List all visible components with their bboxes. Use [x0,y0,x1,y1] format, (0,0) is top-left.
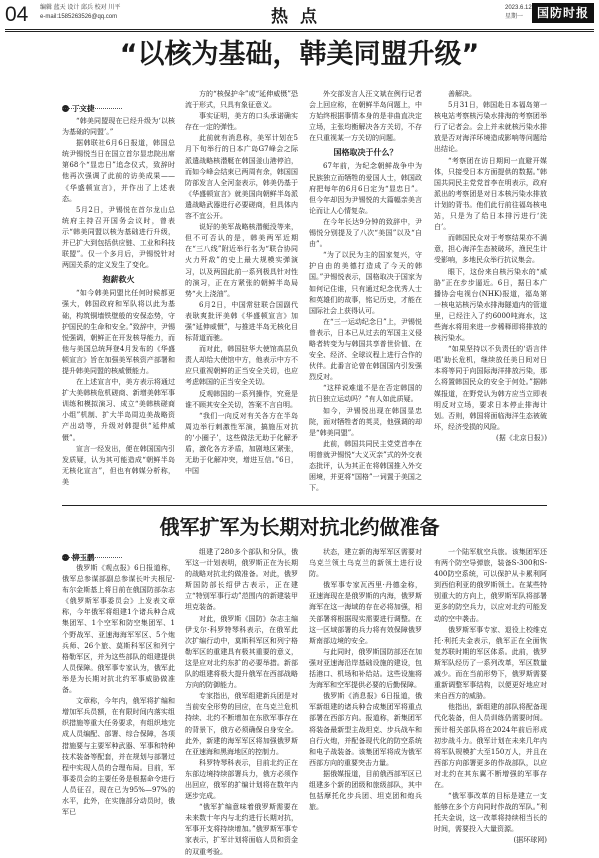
paragraph: 事实证明，美方的口头承诺确实存在一定的弹性。 [185,112,298,132]
paragraph: “韩美同盟现在已经升级为‘以核为基础的同盟’。” [62,117,175,137]
paragraph: 文章称，今年内，俄军将扩编和增加军兵员额，在有限时间内落实组织措施等重大任务要求，有组织地完成人员编配、部署、综合保障，各项措施要与主要军种武器、军事和特种技术装备等配套，并在规划与部署过程中实现人员的合理布局。目前，军事委员会的主要任务是根据命令进行人员征召，现在已为95%—97%的水平，此外，在实施部分动员时，俄军已 [62,697,175,817]
paragraph: 对此，俄罗斯《国防》杂志主编伊戈尔·科罗特琴科表示，在俄军此次扩编行动中，莫斯科军区和列宁格勒军区的重建具有极其重要的意义，这是应对北约东扩的必要举措。新部队的组建将极大提升俄军在西部战略方向的防御能力。 [185,614,298,690]
paragraph: 在今年长达9分钟的致辞中，尹锡悦分别提及了八次“美国”以及“自由”。 [309,217,422,249]
paragraph: 而韩国民众对于考察结果亦不满意，担心海洋生态被破坏，渔民生计受影响，多地民众举行抗议集会。 [434,234,547,265]
paragraph: “如今韩美同盟比任何时候都更强大，韩国政府和军队将以此为基础，构筑铜墙铁壁般的安保态势，守护国民的生命和安全。”致辞中，尹锡悦强调，朝鲜正在开发核导能力，而他与美国总统拜登4月发布的《华盛顿宣言》旨在加强美军核资产部署和提升韩美同盟的核威慑能力。 [62,289,175,375]
paragraph: 而对此，韩国驻华大使馆高层负责人却给大使馆中方，他表示中方不应只重视朝鲜的正当安全关切，也应考虑韩国的正当安全关切。 [185,345,298,387]
paragraph: 据俄媒报道，目前俄西部军区已组建多个新的团级和旅级部队，其中包括摩托化步兵团、坦克团和炮兵旅。 [309,769,422,812]
paragraph: 外交部发言人汪文斌在例行记者会上回应称，在朝鲜半岛问题上，中方始终根据事情本身的是非曲直决定立场，主张均衡解决各方关切，不存在只重视某一方关切的问题。 [309,90,422,143]
paragraph: 6月2日，中国常驻联合国副代表耿爽批评美韩《华盛顿宣言》加强“延伸威慑”，与推进半岛无核化目标背道而驰。 [185,300,298,343]
date-text: 2023.6.12 [505,5,532,11]
page-header [0,0,599,32]
author-name: 柳玉鹏 [72,553,95,562]
credits-line: 编辑 蓝天 设计 邱兵 校对 川平 [40,5,121,11]
paragraph: “俄军扩编意味着俄罗斯需要在未来数十年内与北约进行长期对抗，军事开支将持续增加。”俄罗斯军事专家表示，扩军计划将面临人员和资金的双重考验。 [185,803,298,856]
paragraph: “这样说难道不是在否定韩国的抗日独立运动吗？”有人如此质疑。 [309,384,422,404]
issue-date [505,4,532,22]
source-signature: (据《北京日报》) [496,433,547,442]
subheading: 国格取决于什么？ [333,148,398,158]
paragraph: 此前就有消息称，美军计划在5月下旬举行的日本广岛G7峰会之际派遣战略核潜艇在韩国釜山港停泊，而如今峰会结束已两周有余，韩国国防部发言人全河奎表示，韩美仍基于《华盛顿宣言》就美国向朝鲜半岛派遣战略武器进行必要磋商，但具体内容不宜公开。 [185,134,298,221]
byline-rule [62,108,122,109]
paragraph: “考察团在访日期间一直避开媒体，只接受日本方面提供的数据。”韩国共同民主党党首李在明表示，政府派出的考察团是对日本核污染水排放计划的背书。他们此行前往福岛核电站，只是为了给日本排污进行‘洗白’。 [434,156,547,232]
article-2-column-2 [185,547,298,856]
weekday-text: 星期一 [505,14,524,20]
article-2-column-1 [62,563,175,831]
paragraph: 此前，韩国共同民主党党首李在明曾就尹锡悦“大义灭亲”式的外交表态批评，认为其正在将韩国推入外交困境，并更将“国格”一词置于美国之下。 [309,439,422,493]
article-1-column-1 [62,116,175,500]
article-1-column-2 [185,89,298,500]
paragraph: 如今，尹锡悦出现在韩国显忠院，面对牺牲者的英灵，他强调的却是“韩美同盟”。 [309,406,422,437]
paragraph: 在上述宣言中，美方表示将通过扩大美韩核危机磋商、新增美韩军事训练和模拟演习、成立“美韩核磋商小组”机制、扩大半岛周边美战略资产出动等，升级对韩提供“延伸威慑”。 [62,378,175,442]
paragraph: 宣言一经发出，便在韩国国内引发质疑，认为其可能造成“朝鲜半岛无核化宣言”，但也有韩媒分析称，美 [62,444,175,486]
article-divider [62,505,547,506]
paragraph: 俄罗斯军事专家、退役上校维克托·利托夫金表示，俄军正在全面恢复苏联时期的军区体系。此前，俄罗斯军队经历了一系列改革，军区数量减少。而在当前形势下，俄罗斯需要重新调整军事结构，以便更好地应对来自西方的威胁。 [434,625,547,701]
author-name: 丁文捷 [72,104,95,113]
paragraph: 反观韩国的一系列操作，究竟是谁不顾其安全关切，答案不言自明。 [185,389,298,409]
article-1-column-4 [434,89,547,500]
paragraph: 5月2日，尹锡悦在首尔龙山总统府主持召开国务会议时，曾表示“韩美同盟以核为基础进行升级，并已扩大到包括供应链、工业和科技联盟”。仅一个多月后，尹锡悦针对两国关系的定义发生了变化。 [62,205,175,270]
page-number: 04 [5,3,29,26]
article-1-column-3 [309,89,422,500]
paragraph: 善解决。 [448,90,476,98]
paragraph: 与此同时，俄罗斯国防部还在加强对亚速海沿岸基础设施的建设，包括港口、机场和补给站。这些设施将为海军和空军提供必要的后勤保障。 [309,647,422,690]
paragraph: 他指出，新组建的部队将配备现代化装备，但人员训练仍需要时间。预计相关部队将在2024年前后形成初步战斗力。俄军计划在未来几年内将军队规模扩大至150万人，并且在西部方向部署更多的作战部队，以应对北约在其东翼不断增强的军事存在。 [434,703,547,789]
paragraph: 5月31日，韩国赴日本福岛第一核电站考察核污染水排海的考察团举行了记者会。会上并未就核污染水排放是否对海洋环境造成影响等问题给出结论。 [434,101,547,154]
article-2-headline: 俄军扩军为长期对抗北约做准备 [159,515,440,539]
paragraph: “我们一向反对有关各方在半岛周边举行刺激性军演，搞施压对抗的‘小圈子’，这些做法无助于化解矛盾，激化各方矛盾，加剧地区紧张，无助于化解冲突，增进互信。”6日，中国 [185,411,298,476]
paragraph: 67年前，为纪念朝鲜战争中为民族独立而牺牲的爱国人士，韩国政府把每年的6月6日定为“显忠日”。但今年却因为尹锡悦的大篇幅亲美言论而让人心情复杂。 [309,162,422,215]
paragraph: 俄军事专家瓦西里·丹德金称，亚速海现在是俄罗斯的内海，俄罗斯海军在这一海域的存在必将加强，相关部署将根据现实需要进行调整。在这一区域部署的兵力将有效保障俄罗斯南部边境的安全。 [309,581,422,645]
paragraph: 据韩联社6月6日报道，韩国总统尹锡悦当日在国立首尔显忠院出席第68个“显忠日”追念仪式，致辞时他再次强调了此前的访美成果——《华盛顿宣言》，并作出了上述表态。 [62,139,175,203]
header-rule-thin [5,31,594,32]
paragraph: 专家指出，俄军组建新兵团是对当前安全形势的回应，在乌克兰危机持续、北约不断增加在东欧军事存在的背景下，俄方必须确保自身安全。此外，新建的海军军区将加强俄罗斯在亚速海和黑海地区的控制力。 [185,692,298,756]
email-line: e-mail:1585263526@qq.com [40,14,118,20]
header-rule [5,29,594,30]
paragraph: 俄罗斯《观点报》6日报道称，俄军总参谋部副总参谋长叶夫根尼·布尔金斯基上将日前在俄国防部杂志《俄罗斯军事委员会》上发表文章称，今年俄军将组建1个诸兵种合成集团军、1个空军和防空集团军、1个野战军、亚速海海军军区、5个炮兵师、26个旅、莫斯科军区和列宁格勒军区，并为这些部队的组建提供人员保障。俄军事专家认为，俄军此举是为长期对抗北约军事威胁做准备。 [62,564,175,695]
paragraph: 眼下，这份来自核污染水的“威胁”正在步步逼近。6日，据日本广播协会电视台(NHK)报道，福岛第一核电站核污染水排海隧道内的管道里，已经注入了约6000吨海水，这些海水将用来进一步稀释即将排放的核污染水。 [434,267,547,343]
editor-credits [40,4,120,22]
byline-rule [62,557,122,558]
newspaper-logo: 国防时报 [532,3,594,23]
article-1-headline: “以核为基础，韩美同盟升级” [119,39,480,70]
paragraph: 组建了280多个部队和分队，俄军这一计划表明，俄罗斯正在为长期的战略对抗北约做准备。对此，俄罗斯国防部长绍伊古表示，正在建立“特别军事行动”范围内的新建装甲坦克装备。 [185,548,298,612]
paragraph: 在“三一运动纪念日”上，尹锡悦曾表示，日本已从过去的军国主义侵略者转变为与韩国共享普世价值、在安全、经济、全球议程上进行合作的伙伴。此番言论曾在韩国国内引发强烈反对。 [309,317,422,382]
subheading: 抱薪救火 [102,275,135,285]
paragraph: “为了以民为主的国家复兴，守护自由的美德打造成了今天的韩国。”尹锡悦表示，国格取决于国家为如何记住谁，只有通过纪念优秀人士和英雄们的故事，铭记历史，才能在国际社会上获得认可。 [309,251,422,315]
paragraph: “如果坚持以不负责任的‘语言伴唱’助长危机，继续放任美日间对日本将等同于向国际海洋排放污染，那么将置韩国民众的安全于何处。”据韩媒报道，在野党认为韩方应当立即表明反对立场，要求日本停止排海计划。否则，韩国将面临海洋生态被破坏，经济受损的风险。 [434,345,547,431]
section-title: 热点 [271,7,329,27]
paragraph: 说好的美军战略核潜艇没等来，但不可否认的是，韩美两军近期在“三八线”附近举行名为“联合协同火力歼敌”的史上最大规模实弹演习，以及两国此前一系列极具针对性的演习，正在方紧张的朝鲜半岛局势“火上浇油”。 [185,223,298,298]
paragraph: 状态，建立新的海军军区需要对乌克兰领土乌克兰的新领土进行设防。 [309,548,422,579]
paragraph: 方的“核保护伞”或“延伸威慑”恐流于形式，只具有象征意义。 [185,90,298,110]
article-2-byline [62,547,122,562]
paragraph: 俄罗斯《消息报》6日报道，俄军新组建的诸兵种合成集团军将重点部署在西部方向。报道称，新集团军将装备最新型主战坦克、步兵战车和自行火炮，并配备现代化的防空系统和电子战装备。该集团军将成为俄军西部方向的重要突击力量。 [309,692,422,767]
article-2-column-4 [434,547,547,845]
paragraph: 一个陆军航空兵旅。该集团军还有两个防空导弹旅，装备S-300和S-400防空系统，可以保护从卡累利阿到西伯利亚的俄罗斯领土。在某些特别重大的方向上，俄罗斯军队将部署更多的防空兵力，以应对北约可能发动的空中袭击。 [434,548,547,623]
article-2-column-3 [309,547,422,831]
article-1-byline [62,98,122,113]
source-signature: (据环球网) [513,836,547,845]
paragraph: 科罗特琴科表示，目前北约正在东部边境持续部署兵力，俄方必须作出回应，俄军的扩编计划将在数年内逐步完成。 [185,758,298,801]
paragraph: “俄军事改革的目标是建立一支能够在多个方向同时作战的军队。”利托夫金说，这一改革将持续相当长的时间，需要投入大量资源。 [434,792,547,834]
